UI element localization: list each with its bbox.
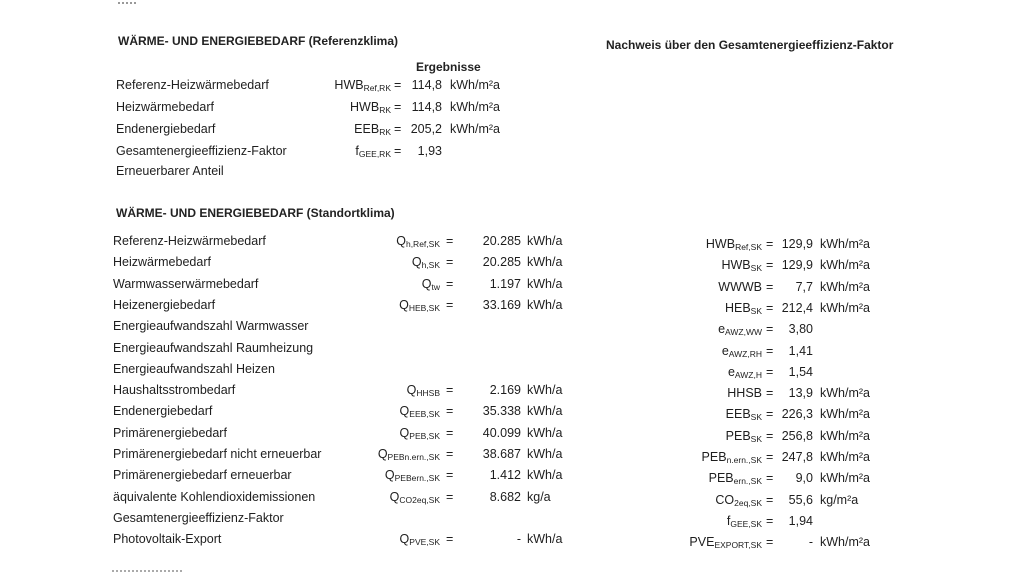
site-row-s-value: 212,4 <box>781 301 813 315</box>
symbol-main: HHSB <box>727 386 762 400</box>
ref-row-equals: = <box>394 78 402 92</box>
site-row-q-value: 20.285 <box>482 234 521 248</box>
symbol-main: Q <box>411 255 422 269</box>
symbol-main: PEB <box>701 450 727 464</box>
site-row-s-symbol <box>640 450 762 465</box>
ref-row-value: 114,8 <box>411 78 442 92</box>
symbol-main: EEB <box>725 407 751 421</box>
site-row-q-symbol <box>330 447 440 462</box>
site-row-s-value: 3,80 <box>788 322 813 336</box>
site-row-s-equals: = <box>766 258 774 272</box>
site-row-s-equals: = <box>766 365 774 379</box>
site-row-q-unit: kWh/a <box>527 468 563 482</box>
site-row-s-symbol <box>640 258 762 273</box>
site-row-s-symbol <box>640 344 762 359</box>
site-row-q-unit: kWh/a <box>527 426 563 440</box>
top-fragment <box>118 0 136 4</box>
symbol-main: Q <box>421 277 432 291</box>
symbol-main: HWB <box>350 100 380 114</box>
symbol-main: WWWB <box>718 280 762 294</box>
symbol-subscript: SK <box>750 263 762 273</box>
symbol-main: EEB <box>354 122 380 136</box>
symbol-subscript: SK <box>750 306 762 316</box>
site-row-s-unit: kWh/m²a <box>820 429 870 443</box>
site-row-q-value: 1.197 <box>489 277 521 291</box>
site-row-q-symbol <box>330 383 440 398</box>
symbol-subscript: SK <box>750 434 762 444</box>
site-row-q-value: 20.285 <box>482 255 521 269</box>
site-row-q-value: 33.169 <box>482 298 521 312</box>
symbol-main: PEB <box>725 429 751 443</box>
site-row-s-equals: = <box>766 429 774 443</box>
ref-row-symbol <box>280 78 391 93</box>
symbol-main: Q <box>377 447 388 461</box>
site-row-label: Referenz-Heizwärmebedarf <box>113 234 266 248</box>
symbol-main: Q <box>396 234 406 248</box>
symbol-subscript: PEB,SK <box>409 431 440 441</box>
site-row-s-symbol <box>640 471 762 486</box>
site-row-s-unit: kWh/m²a <box>820 471 870 485</box>
symbol-main: Q <box>399 298 409 312</box>
site-row-q-unit: kg/a <box>527 490 551 504</box>
site-row-q-symbol <box>330 298 440 313</box>
site-row-s-equals: = <box>766 450 774 464</box>
site-row-q-equals: = <box>446 234 454 248</box>
site-row-q-unit: kWh/a <box>527 298 563 312</box>
site-row-q-symbol <box>330 277 440 292</box>
site-row-s-value: 1,41 <box>788 344 813 358</box>
symbol-subscript: 2eq,SK <box>734 498 762 508</box>
site-row-s-unit: kWh/m²a <box>820 301 870 315</box>
symbol-subscript: RK <box>379 127 391 137</box>
site-row-label: Energieaufwandszahl Warmwasser <box>113 319 309 333</box>
site-row-q-equals: = <box>446 447 454 461</box>
site-row-s-symbol <box>640 514 762 529</box>
symbol-subscript: GEE,RK <box>358 149 391 159</box>
ref-row-label: Referenz-Heizwärmebedarf <box>116 78 269 92</box>
symbol-main: Q <box>384 468 395 482</box>
symbol-main: HEB <box>724 301 751 315</box>
site-row-label: Energieaufwandszahl Heizen <box>113 362 275 376</box>
symbol-main: e <box>721 344 729 358</box>
site-row-q-symbol <box>330 532 440 547</box>
symbol-subscript: ern.,SK <box>733 476 762 486</box>
site-row-q-value: 35.338 <box>482 404 521 418</box>
ref-row-symbol <box>280 144 391 159</box>
site-row-q-equals: = <box>446 532 454 546</box>
site-row-s-symbol <box>640 493 762 508</box>
symbol-main: e <box>718 322 726 336</box>
site-row-label: Endenergiebedarf <box>113 404 213 418</box>
site-row-s-equals: = <box>766 471 774 485</box>
symbol-main: Q <box>399 532 410 546</box>
symbol-subscript: PVE,SK <box>409 537 440 547</box>
site-row-s-equals: = <box>766 407 774 421</box>
symbol-subscript: tw <box>431 282 440 292</box>
site-row-q-unit: kWh/a <box>527 383 563 397</box>
site-row-label: Primärenergiebedarf <box>113 426 227 440</box>
symbol-subscript: HEB,SK <box>408 303 440 313</box>
site-row-label: Haushaltsstrombedarf <box>113 383 236 397</box>
site-row-q-value: - <box>516 532 521 546</box>
site-row-s-symbol <box>640 386 762 400</box>
ref-row-label: Heizwärmebedarf <box>116 100 214 114</box>
site-row-q-unit: kWh/a <box>527 277 563 291</box>
symbol-main: f <box>355 144 359 158</box>
symbol-subscript: AWZ,WW <box>725 327 762 337</box>
ref-row-symbol <box>280 122 391 137</box>
site-row-label: Warmwasserwärmebedarf <box>113 277 259 291</box>
ref-row-symbol <box>280 100 391 115</box>
site-row-s-equals: = <box>766 344 774 358</box>
ref-heading: WÄRME- UND ENERGIEBEDARF (Referenzklima) <box>118 34 399 48</box>
site-row-q-value: 2.169 <box>489 383 521 397</box>
site-row-q-symbol <box>330 255 440 270</box>
symbol-subscript: SK <box>750 412 762 422</box>
ref-row-unit: kWh/m²a <box>450 122 500 136</box>
site-row-label: Primärenergiebedarf erneuerbar <box>113 468 292 482</box>
site-row-s-value: 55,6 <box>788 493 813 507</box>
site-row-s-value: - <box>808 535 813 549</box>
site-row-q-value: 8.682 <box>489 490 521 504</box>
symbol-subscript: EEB,SK <box>409 409 440 419</box>
site-row-s-symbol <box>640 429 762 444</box>
symbol-main: HWB <box>705 237 736 251</box>
site-row-s-unit: kWh/m²a <box>820 386 870 400</box>
site-row-q-equals: = <box>446 404 454 418</box>
site-row-q-value: 38.687 <box>482 447 521 461</box>
ref-row-value: 1,93 <box>417 144 442 158</box>
site-row-s-equals: = <box>766 386 774 400</box>
site-row-s-value: 13,9 <box>788 386 813 400</box>
ref-row-equals: = <box>394 100 402 114</box>
symbol-subscript: AWZ,H <box>734 370 762 380</box>
site-row-label: Primärenergiebedarf nicht erneuerbar <box>113 447 322 461</box>
symbol-subscript: h,Ref,SK <box>405 239 440 249</box>
ref-row-unit: kWh/m²a <box>450 78 500 92</box>
site-row-s-symbol <box>640 237 762 252</box>
ref-row-unit: kWh/m²a <box>450 100 500 114</box>
site-row-q-equals: = <box>446 298 454 312</box>
nachweis-heading: Nachweis über den Gesamtenergieeffizienz-Faktor <box>606 38 894 52</box>
site-row-q-symbol <box>330 234 440 249</box>
site-row-s-symbol <box>640 301 762 316</box>
site-row-label: Photovoltaik-Export <box>113 532 222 546</box>
symbol-subscript: PEBern.,SK <box>394 473 440 483</box>
symbol-subscript: EXPORT,SK <box>714 540 762 550</box>
site-row-s-unit: kWh/m²a <box>820 450 870 464</box>
site-row-s-symbol <box>640 407 762 422</box>
site-row-q-equals: = <box>446 426 454 440</box>
bottom-fragment <box>112 570 182 576</box>
ref-row-label: Erneuerbarer Anteil <box>116 164 224 178</box>
ref-row-label: Endenergiebedarf <box>116 122 216 136</box>
symbol-main: PEB <box>708 471 734 485</box>
site-row-s-symbol <box>640 322 762 337</box>
site-row-q-equals: = <box>446 255 454 269</box>
site-row-s-value: 9,0 <box>795 471 813 485</box>
site-row-label: Heizwärmebedarf <box>113 255 211 269</box>
symbol-main: Q <box>399 404 410 418</box>
symbol-subscript: AWZ,RH <box>728 349 762 359</box>
symbol-subscript: n.ern.,SK <box>726 455 762 465</box>
symbol-main: Q <box>399 426 410 440</box>
site-row-q-unit: kWh/a <box>527 255 563 269</box>
site-row-s-unit: kWh/m²a <box>820 535 870 549</box>
ref-row-value: 114,8 <box>411 100 442 114</box>
site-row-q-symbol <box>330 404 440 419</box>
symbol-subscript: h,SK <box>421 260 440 270</box>
site-row-q-unit: kWh/a <box>527 447 563 461</box>
site-row-q-unit: kWh/a <box>527 404 563 418</box>
site-row-q-equals: = <box>446 277 454 291</box>
site-row-label: äquivalente Kohlendioxidemissionen <box>113 490 316 504</box>
site-row-s-value: 1,94 <box>788 514 813 528</box>
site-row-s-value: 129,9 <box>781 258 813 272</box>
site-row-q-equals: = <box>446 383 454 397</box>
ref-row-equals: = <box>394 144 402 158</box>
site-row-label: Heizenergiebedarf <box>113 298 216 312</box>
symbol-subscript: Ref,RK <box>363 83 391 93</box>
symbol-main: PVE <box>689 535 715 549</box>
symbol-main: f <box>726 514 731 528</box>
site-heading: WÄRME- UND ENERGIEBEDARF (Standortklima) <box>116 206 395 220</box>
site-row-q-symbol <box>330 426 440 441</box>
symbol-main: e <box>727 365 735 379</box>
site-row-s-equals: = <box>766 301 774 315</box>
ref-row-label: Gesamtenergieeffizienz-Faktor <box>116 144 287 158</box>
site-row-s-unit: kg/m²a <box>820 493 859 507</box>
site-row-s-value: 256,8 <box>781 429 813 443</box>
site-row-s-equals: = <box>766 493 774 507</box>
site-row-s-symbol <box>640 280 762 294</box>
results-heading: Ergebnisse <box>416 60 481 74</box>
site-row-label: Gesamtenergieeffizienz-Faktor <box>113 511 284 525</box>
site-row-s-equals: = <box>766 237 774 251</box>
symbol-subscript: HHSB <box>416 388 440 398</box>
site-row-q-value: 40.099 <box>482 426 521 440</box>
symbol-subscript: Ref,SK <box>735 242 762 252</box>
site-row-s-value: 247,8 <box>781 450 813 464</box>
ref-row-value: 205,2 <box>410 122 442 136</box>
symbol-subscript: PEBn.ern.,SK <box>387 452 440 462</box>
site-row-s-value: 226,3 <box>781 407 813 421</box>
site-row-s-value: 129,9 <box>781 237 813 251</box>
site-row-s-equals: = <box>766 514 774 528</box>
site-row-s-value: 1,54 <box>788 365 813 379</box>
symbol-subscript: GEE,SK <box>730 519 762 529</box>
symbol-main: HWB <box>721 258 751 272</box>
site-row-q-unit: kWh/a <box>527 234 563 248</box>
site-row-s-symbol <box>640 535 762 550</box>
site-row-s-unit: kWh/m²a <box>820 407 870 421</box>
site-row-q-equals: = <box>446 490 454 504</box>
symbol-main: Q <box>389 490 400 504</box>
site-row-s-equals: = <box>766 280 774 294</box>
symbol-subscript: CO2eq,SK <box>399 495 440 505</box>
site-row-s-unit: kWh/m²a <box>820 258 870 272</box>
site-row-q-equals: = <box>446 468 454 482</box>
site-row-s-unit: kWh/m²a <box>820 237 870 251</box>
ref-row-equals: = <box>394 122 402 136</box>
site-row-q-symbol <box>330 490 440 505</box>
symbol-main: Q <box>406 383 417 397</box>
site-row-s-unit: kWh/m²a <box>820 280 870 294</box>
site-row-s-equals: = <box>766 535 774 549</box>
site-row-q-value: 1.412 <box>489 468 521 482</box>
site-row-s-value: 7,7 <box>795 280 813 294</box>
symbol-main: HWB <box>334 78 364 92</box>
symbol-subscript: RK <box>379 105 391 115</box>
site-row-q-unit: kWh/a <box>527 532 563 546</box>
site-row-s-equals: = <box>766 322 774 336</box>
site-row-label: Energieaufwandszahl Raumheizung <box>113 341 314 355</box>
site-row-s-symbol <box>640 365 762 380</box>
symbol-main: CO <box>715 493 735 507</box>
site-row-q-symbol <box>330 468 440 483</box>
